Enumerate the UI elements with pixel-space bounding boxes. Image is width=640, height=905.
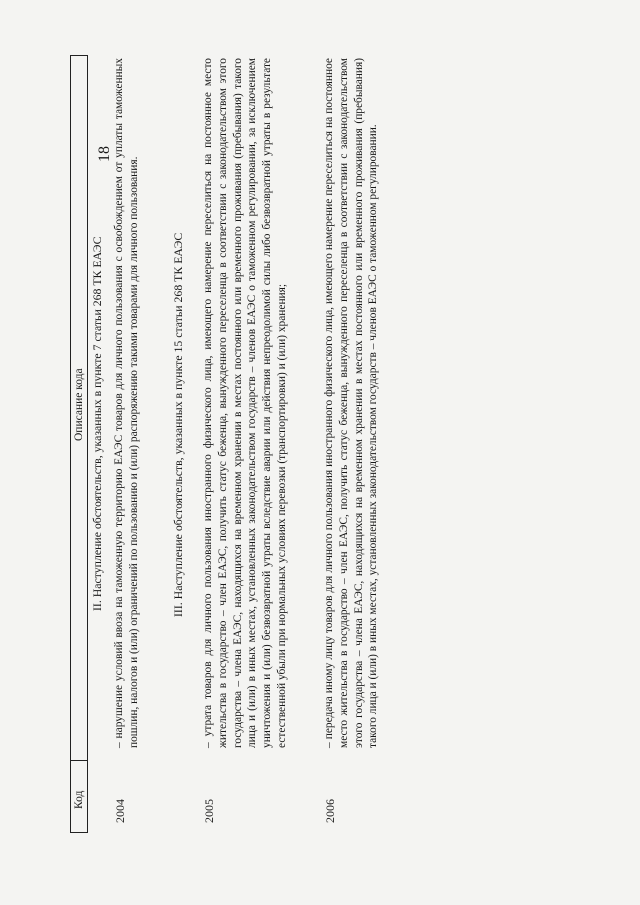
section-title-iii: III. Наступление обстоятельств, указанных в пункте 15 статьи 268 ТК ЕАЭС [171, 232, 185, 617]
row-code-2005: 2005 [202, 799, 216, 823]
section-title-ii: II. Наступление обстоятельств, указанных в пункте 7 статьи 268 ТК ЕАЭС [90, 236, 104, 611]
header-bottom-border [87, 55, 88, 833]
row-description-2005: – утрата товаров для личного пользования иностранного физического лица, имеющего намерение переселиться на постоянное место жительства в государство – член ЕАЭС, получить статус беженца, вынужденного переселенца в соответствии с законодательством этого государства – члена ЕАЭС, находящихся на временном хранении в местах постоянного или временного проживания (пребывания) такого лица и (или) в иных местах, установленных законодательством государств – членов ЕАЭС о таможенном регулировании, за исключением уничтожения и (или) безвозвратной утраты вследствие аварии или действия непреодолимой силы либо безвозвратной утраты в результате естественной убыли при нормальных условиях перевозки (транспортировки) и (или) хранения; [202, 58, 288, 748]
row-code-2006: 2006 [323, 799, 337, 823]
column-divider [70, 760, 88, 761]
table-top-border [70, 55, 71, 833]
table-right-border [70, 55, 88, 56]
table-left-border [70, 832, 88, 833]
row-description-2004: – нарушение условий ввоза на таможенную территорию ЕАЭС товаров для личного пользования с освобождением от уплаты таможенных пошлин, налогов и (или) ограничений по пользованию и (или) распоряжению такими товарами для личного пользования. [113, 58, 140, 748]
header-code: Код [73, 790, 85, 809]
header-description: Описание кода [73, 368, 85, 441]
codes-table [70, 55, 420, 833]
row-description-2006: – передача иному лицу товаров для личного пользования иностранного физического лица, имеющего намерение переселиться на постоянное место жительства в государство – член ЕАЭС, получить статус беженца, вынужденного переселенца в соответствии с законодательством этого государства – члена ЕАЭС, находящихся на временном хранении в местах постоянного или временного проживания (пребывания) такого лица и (или) в иных местах, установленных законодательством государств – членов ЕАЭС о таможенном регулировании. [323, 58, 380, 748]
rotated-table-area [70, 55, 420, 833]
row-code-2004: 2004 [113, 799, 127, 823]
page-number: 18 [96, 146, 113, 162]
